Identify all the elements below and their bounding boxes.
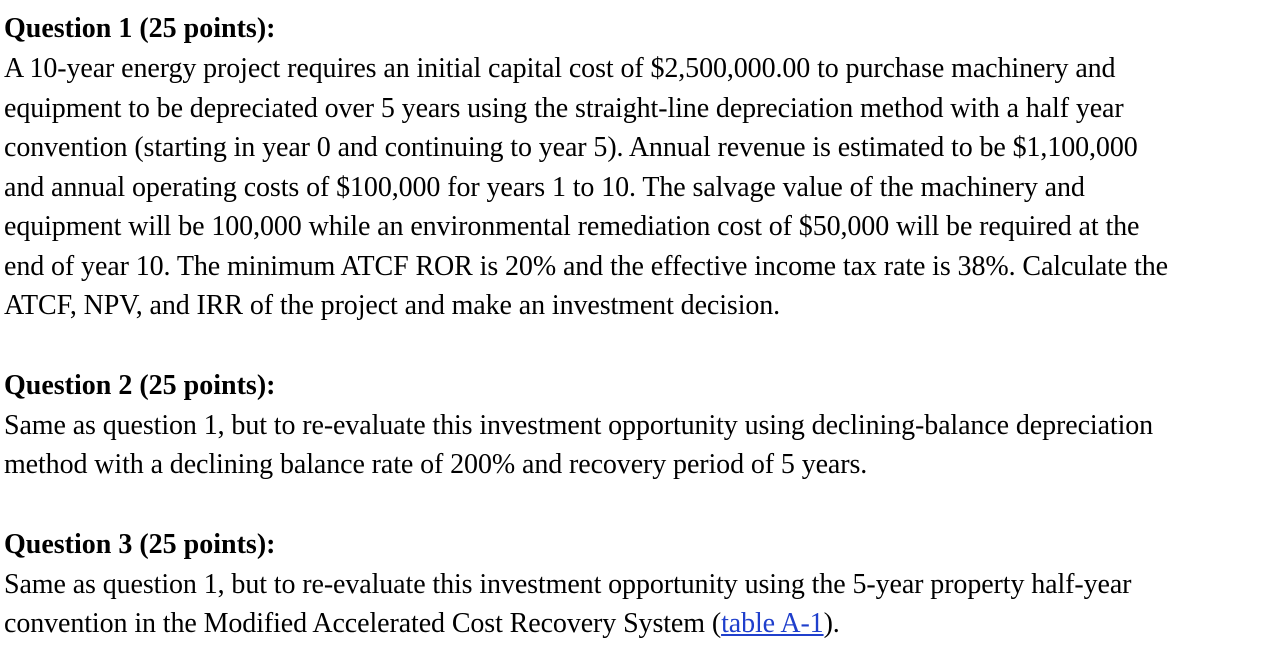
question-1	[4, 9, 1272, 326]
question-1-line: A 10-year energy project requires an initial capital cost of $2,500,000.00 to purchase machinery and	[4, 53, 1116, 84]
question-1-heading: Question 1 (25 points):	[4, 13, 276, 44]
question-1-line: and annual operating costs of $100,000 for years 1 to 10. The salvage value of the machinery and	[4, 171, 1085, 203]
question-2-line: Same as question 1, but to re-evaluate this investment opportunity using declining-balance depreciation	[4, 409, 1154, 441]
question-2-line: method with a declining balance rate of 200% and recovery period of 5 years.	[4, 449, 868, 480]
table-a1-link[interactable]: table A-1	[721, 608, 824, 639]
question-3-line: Same as question 1, but to re-evaluate this investment opportunity using the 5-year property half-year	[4, 568, 1132, 600]
question-3-line-prefix: convention in the Modified Accelerated Cost Recovery System (	[4, 608, 722, 639]
question-1-line: equipment will be 100,000 while an environmental remediation cost of $50,000 will be required at the	[4, 211, 1140, 242]
question-3-last-line	[4, 604, 1272, 644]
question-1-line: ATCF, NPV, and IRR of the project and make an investment decision.	[4, 290, 781, 321]
question-3-line-suffix: ).	[823, 608, 840, 639]
question-3-heading: Question 3 (25 points):	[4, 528, 276, 560]
question-2-heading: Question 2 (25 points):	[4, 369, 276, 401]
question-1-line: end of year 10. The minimum ATCF ROR is 20% and the effective income tax rate is 38%. Calculate the	[4, 250, 1169, 282]
question-1-line: convention (starting in year 0 and continuing to year 5). Annual revenue is estimated to be $1,100,000	[4, 132, 1138, 163]
question-2	[4, 366, 1272, 485]
question-3	[4, 525, 1272, 644]
paragraph-spacer	[4, 485, 1272, 525]
question-1-line: equipment to be depreciated over 5 years using the straight-line depreciation method with a half year	[4, 92, 1124, 124]
paragraph-spacer	[4, 326, 1272, 366]
